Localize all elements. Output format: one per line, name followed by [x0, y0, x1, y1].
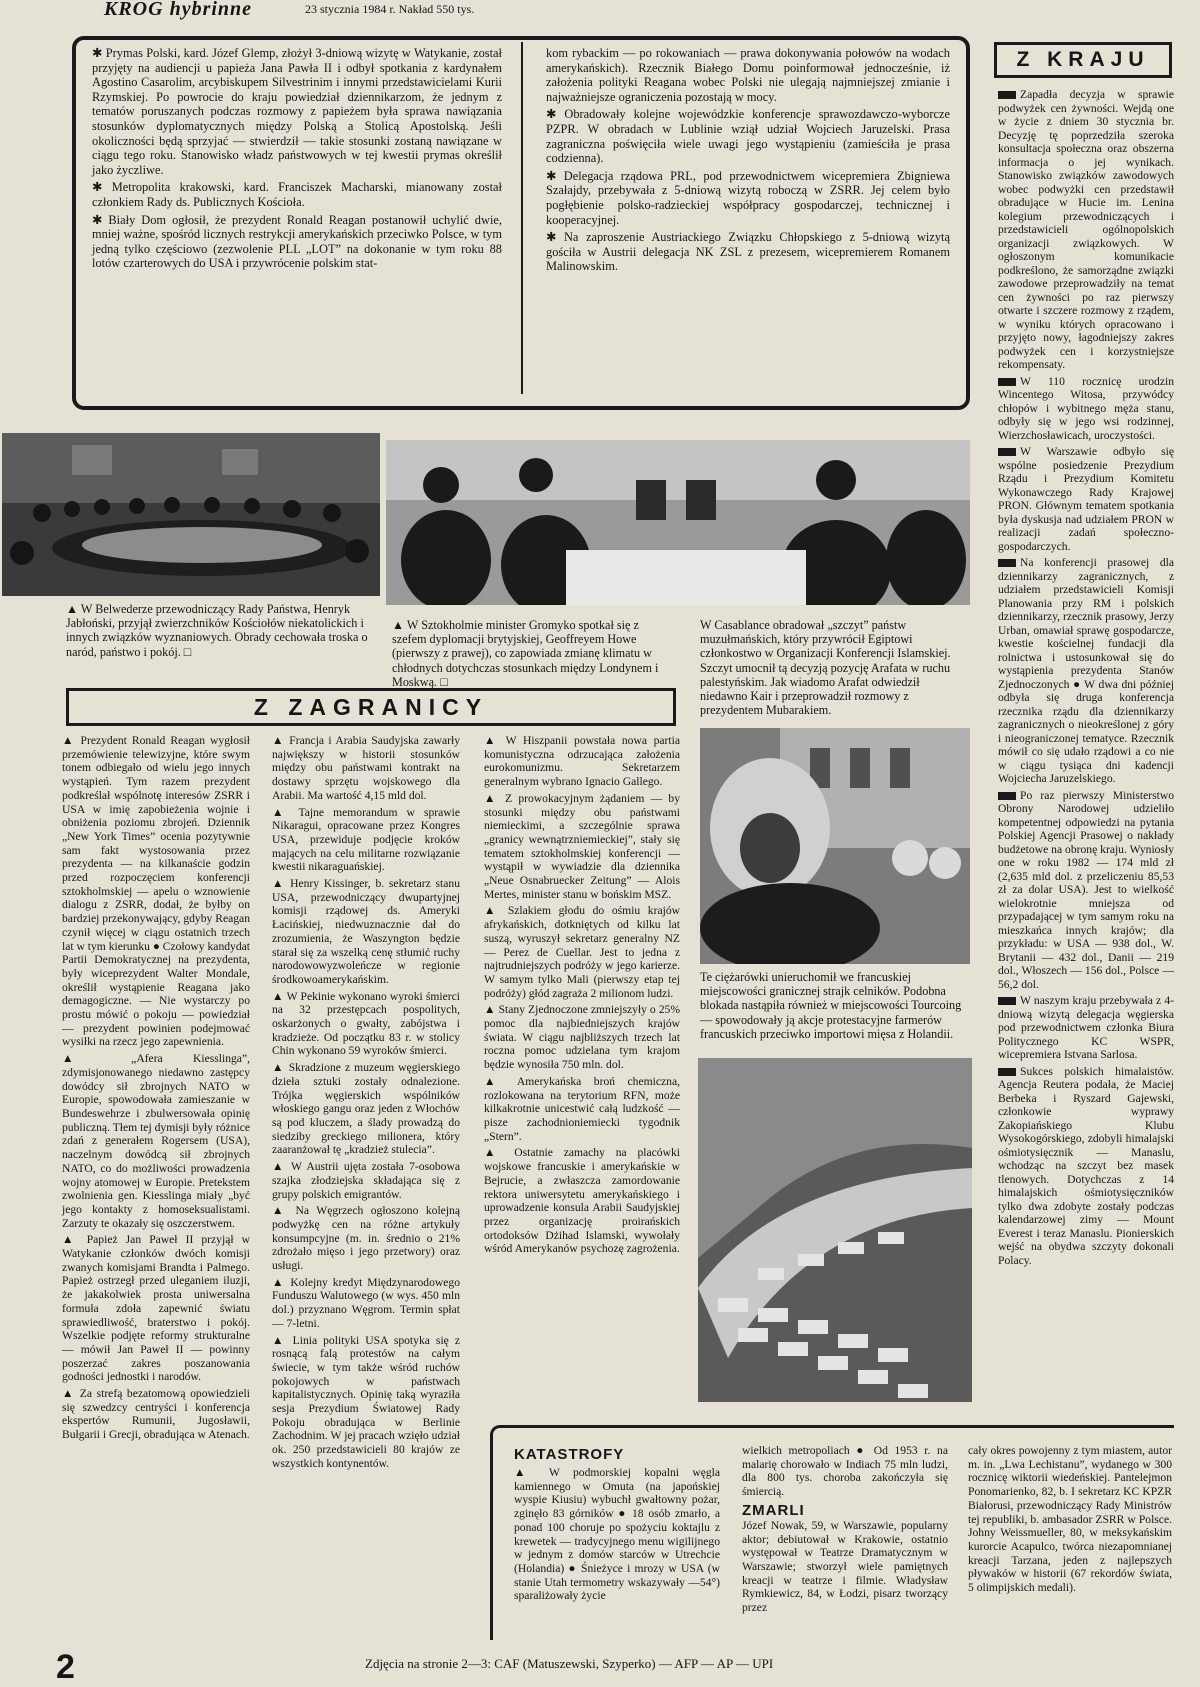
z-kraju-heading: Z KRAJU	[994, 42, 1172, 78]
zagranica-item: ▲ Papież Jan Paweł II przyjął w Watykanie członków dwóch komisji zwanych komisjami Brandta i Palmego. Papież ostrzegł przed uleganiem iluzji, że jakakolwiek prosta uniwersalna formuła zdoła zapewnić światu sprawiedliwość, braterstwo i pokój. Wszelkie podjęte reformy strukturalne — mówił Jan Paweł II — powinny poszerzać zakres poszanowania godności jednostki i narodów.	[62, 1233, 250, 1384]
page-number: 2	[56, 1648, 75, 1686]
bullet-bar	[998, 378, 1016, 386]
caption-belweder: ▲ W Belwederze przewodniczący Rady Państwa, Henryk Jabłoński, przyjął zwierzchników Kościołów niekatolickich i innych związków wyznaniowych. Obrady cechowała troska o naród, państwo i pokój. □	[66, 602, 368, 659]
top-item: ✱ Obradowały kolejne wojewódzkie konferencje sprawozdawczo-wyborcze PZPR. W obradach w Lublinie wziął udział Wojciech Jaruzelski. Prasa zagraniczna poświęciła wiele uwagi jego wystąpieniu (zamieściła je prasa codzienna).	[546, 107, 950, 166]
top-box-divider	[521, 42, 523, 394]
zagranica-item: ▲ Szlakiem głodu do ośmiu krajów afrykańskich, dotkniętych od kilku lat suszą, wyruszył sekretarz generalny NZ — Perez de Cuellar. Jest to jedna z najtrudniejszych podróży w jego karierze. W samym tylko Mali (pierwszy etap tej podróży) głód zagraża 2 milionom ludzi.	[484, 904, 680, 1000]
katastrofy-column-1	[514, 1466, 720, 1606]
top-box-right-column	[546, 46, 950, 277]
zagranica-column-1	[62, 734, 250, 1445]
katastrofy-heading: KATASTROFY	[514, 1446, 625, 1463]
top-item: ✱ Biały Dom ogłosił, że prezydent Ronald Reagan postanowił uchylić dwie, mniej ważne, spośród licznych restrykcji amerykańskich przeciwko Polsce, w tym jedną tylko częściowo (zezwolenie PLL „LOT” na dokonanie w tym roku 88 lotów czarterowych do USA i przywrócenie polskim stat-	[92, 212, 502, 271]
zagranica-item: ▲ W Austrii ujęta została 7-osobowa szajka złodziejska składająca się z grupy polskich emigrantów.	[272, 1160, 460, 1201]
top-item: ✱ Delegacja rządowa PRL, pod przewodnictwem wicepremiera Zbigniewa Szałajdy, przebywała z 5-dniową wizytą roboczą w ZSRR. Jej celem było pogłębienie polsko-radzieckiej współpracy gospodarczej, technicznej i kooperacyjnej.	[546, 168, 950, 227]
zagranica-item: ▲ W Pekinie wykonano wyroki śmierci na 32 przestępcach pospolitych, oskarżonych o gwałty, zabójstwa i kradzieże. Od początku 83 r. w stolicy Chin wykonano 59 wyroków śmierci.	[272, 989, 460, 1058]
kraj-item: Na konferencji prasowej dla dziennikarzy zagranicznych, z udziałem przedstawicieli Komisji Planowania przy RM i polskich dziennikarzy, rzecznik prasowy, Jerzy Urban, omawiał sprawę gospodarcze, kwestie kościelnej fundacji dla rolnictwa i ustosunkował się do wystąpienia prezydenta Stanów Zjednoczonych ● W dwa dni później odbyła się druga konferencja rzecznika rządu dla dziennikarzy zagranicznych o nieokreślonej z góry i nieograniczonej tematyce. Rzecznik mówił co się udało rządowi a co nie w ciągu tysiąca dni kadencji Wojciecha Jaruzelskiego.	[998, 556, 1174, 785]
zagranica-item: ▲ Za strefą bezatomową opowiedzieli się szwedzcy centryści i konferencja ekspertów Rumunii, Jugosławii, Bułgarii i Grecji, obradująca w Atenach.	[62, 1387, 250, 1442]
zagranica-column-2	[272, 734, 460, 1474]
kraj-item: W 110 rocznicę urodzin Wincentego Witosa, przywódcy chłopów i wybitnego męża stanu, odbyły się w jego wsi rodzinnej, Wierzchosławicach, uroczystości.	[998, 374, 1174, 442]
photo-arafat	[700, 728, 970, 964]
zagranica-item: ▲ Amerykańska broń chemiczna, rozlokowana na terytorium RFN, może kilkakrotnie unicestwić całą ludzkość — pisze zachodnioniemiecki tygodnik „Stern”.	[484, 1074, 680, 1143]
z-kraju-column	[998, 88, 1174, 1270]
kraj-item: Zapadła decyzja w sprawie podwyżek cen żywności. Wejdą one w życie z dniem 30 stycznia br. Decyzję tę poprzedziła szeroka konsultacja społeczna oraz obszerna informacja o jej wynikach. Stanowisko związków zawodowych wobec podwyżki cen przedstawił obradujące w Hucie im. Lenina kolegium przewodniczących i przedstawicieli ogólnopolskich organizacji związkowych. W ogłoszonym komunikacie podkreślono, że samorządne związki zawodowe przeprowadziły na temat cen żywności po raz pierwszy otwarte i szczere rozmowy z rządem, w wyniku których opracowano i przyjęto nowy, łagodniejszy zakres podwyżek cen i korzystniejsze rekompensaty.	[998, 88, 1174, 371]
bullet-bar	[998, 448, 1016, 456]
bullet-bar	[998, 997, 1016, 1005]
kraj-item: Po raz pierwszy Ministerstwo Obrony Narodowej udzieliło kompetentnej odpowiedzi na pytania Polskiej Agencji Prasowej o nakłady budżetowe na obronę kraju. Wyniosły one w roku 1982 — 174 mld zł (2,635 mld dol. z przeliczeniu 85,53 zł za dolar USA). Jest to wielkość wielokrotnie mniejsza od przypadającej w tym samym roku na mieszkańca innych krajów; dla przykładu: w USA — 938 dol., W. Brytanii — 432 dol., Danii — 219 dol., Włoszech — 156 dol., Polsce — 56,2 dol.	[998, 788, 1174, 991]
zagranica-item: ▲ Prezydent Ronald Reagan wygłosił przemówienie telewizyjne, które swym tonem odbiegało od wielu jego innych wystąpień. Tym razem prezydent podkreślał wspólnotę interesów ZSRR i USA w imię zapobieżenia wojnie i obniżenia poziomu zbrojeń. Dziennik „New York Times” ocenia pozytywnie sam fakt wystosowania przez prezydenta — na kilkanaście godzin przed rozpoczęciem konferencji sztokholmskiej — apelu o wznowienie dialogu z ZSRR, dodał, że byłby on bardziej przekonywający, gdyby Reagan czynił więcej w ciągu ostatnich trzech lat w tym kierunku ● Czołowy kandydat Partii Demokratycznej na prezydenta, były wiceprezydent Walter Mondale, określił wystąpienie Reagana jako demagogiczne. — Nie wystarczy po prostu mówić o pokoju — powiedział — prezydent powinien podejmować wysiłki na rzecz jego zapewnienia.	[62, 734, 250, 1049]
top-item: ✱ Prymas Polski, kard. Józef Glemp, złożył 3-dniową wizytę w Watykanie, został przyjęty na audiencji u papieża Jana Pawła II i odbył spotkania z kardynałem Agostino Casarolim, arcybiskupem Silvestrinim i innymi przedstawicielami Kurii Rzymskiej. Po powrocie do kraju powiedział dziennikarzom, że jednym z tematów poruszanych podczas rozmowy z papieżem była sprawa nawiązania stosunków dyplomatycznych między Polską a Stolicą Apostolską. Jeśli okoliczności będą sprzyjać — stwierdził — takie stosunki zostaną nawiązane w ciągu tego roku. Stanowisko władz państwowych w tej kwestii prymas określił jako życzliwe.	[92, 46, 502, 177]
bullet-bar	[998, 91, 1016, 99]
top-box-left-column	[92, 46, 502, 274]
bullet-bar	[998, 559, 1016, 567]
katastrofy-column-2	[742, 1444, 948, 1618]
katastrofy-text: ▲ W podmorskiej kopalni węgla kamiennego w Omuta (na japońskiej wyspie Kiusiu) wybuchł gwałtowny pożar, zginęło 83 górników ● 18 osób zmarło, a ponad 100 choruje po spożyciu koktajlu z krewetek — tradycyjnego menu wigilijnego w jednym z domów starców w Utrechcie (Holandia) ● Śnieżyce i mrozy w USA (w stanie Utah termometry wskazywały —54°) sparaliżowały życie	[514, 1466, 720, 1603]
katastrofy-column-3	[968, 1444, 1172, 1598]
top-item: kom rybackim — po rokowaniach — prawa dokonywania połowów na wodach amerykańskich). Rzecznik Białego Domu poinformował jednocześnie, iż założenia polityki Reagana wobec Polski nie ulegają najmniejszej zmianie i najważniejsze ograniczenia pozostają w mocy.	[546, 46, 950, 104]
photo-sztokholm	[386, 440, 970, 605]
zagranica-item: ▲ Z prowokacyjnym żądaniem — by stosunki między obu państwami niemieckimi, a szczególnie sprawa „granicy wewnątrzniemieckiej”, stały się tematem sztokholmskiej konferencji — wystąpił w wywiadzie dla dziennika „Neue Osnabruecker Zeitung” — Alois Mertes, minister stanu w bońskim MSZ.	[484, 791, 680, 901]
top-item: ✱ Na zaproszenie Austriackiego Związku Chłopskiego z 5-dniową wizytą gościła w Austrii delegacja NK ZSL z prezesem, wicepremierem Romanem Malinowskim.	[546, 230, 950, 274]
zagranica-item: ▲ „Afera Kiesslinga”, zdymisjonowanego niedawno zastępcy dowódcy sił zbrojnych NATO w Europie, spowodowała zamieszanie w Bundeswehrze i zbulwersowała opinię publiczną. Tłem tej dymisji były różnice zdań z generałem Rogersem (USA), naczelnym dowódcą sił zbrojnych NATO, co do możliwości prowadzenia wojny atomowej w Europie. Pretekstem zwolnienia gen. Kiesslinga miały „być jego kontakty z homoseksualistami. Zarzuty te okazały się oszczerstwem.	[62, 1052, 250, 1230]
zagranica-column-3	[484, 734, 680, 1259]
zagranica-item: ▲ W Hiszpanii powstała nowa partia komunistyczna odrzucająca założenia eurokomunizmu. Sekretarzem generalnym wybrano Ignacio Gallego.	[484, 734, 680, 789]
zmarli-text: cały okres powojenny z tym miastem, autor m. in. „Lwa Lechistanu”, wydanego w 300 rocznicę wiktorii wiedeńskiej. Pantelejmon Ponomarienko, 82, b. I sekretarz KC KPZR Białorusi, przewodniczący Rady Ministrów tej republiki, b. ambasador ZSRR w Polsce. Johny Weissmueller, 80, w meksykańskim kurorcie Acapulco, twórca niezapomnianej kreacji Tarzana, jeden z najlepszych pływaków w historii (67 rekordów świata, 5 olimpijskich medali).	[968, 1444, 1172, 1595]
caption-sztokholm: ▲ W Sztokholmie minister Gromyko spotkał się z szefem dyplomacji brytyjskiej, Geoffreyem Howe (pierwszy z prawej), co zapowiada zmianę klimatu w chłodnych dotychczas stosunkach między Londynem i Moskwą. □	[392, 618, 659, 689]
zagranica-item: ▲ Henry Kissinger, b. sekretarz stanu USA, przewodniczący dwupartyjnej komisji rządowej ds. Ameryki Łacińskiej, niedwuznacznie dał do zrozumienia, że Waszyngton będzie starał się za wszelką cenę stłumić ruchy narodowowyzwoleńcze w regionie środkowoamerykańskim.	[272, 877, 460, 986]
zagranica-item: ▲ Francja i Arabia Saudyjska zawarły największy w historii stosunków między obu państwami kontrakt na dostawy sprzętu wojskowego dla Arabii. Ma wartość 4,15 mld dol.	[272, 734, 460, 802]
zagranica-item: ▲ Tajne memorandum w sprawie Nikaragui, opracowane przez Kongres USA, przewiduje podjęcie kroków mających na celu militarne rozwiązanie kwestii nikaraguańskiej.	[272, 805, 460, 874]
z-zagranicy-heading: Z ZAGRANICY	[66, 688, 676, 726]
photo-belweder	[2, 433, 380, 596]
zagranica-item: ▲ Na Węgrzech ogłoszono kolejną podwyżkę cen na różne artykuły konsumpcyjne (m. in. średnio o 21% zdrożało mięso i jego przetwory) oraz usługi.	[272, 1204, 460, 1273]
zagranica-item: ▲ Skradzione z muzeum węgierskiego dzieła sztuki zostały odnalezione. Trójka węgierskich wspólników włoskiego gangu oraz jeden z Włochów są pod kluczem, a ślady prowadzą do siedziby greckiego milionera, który zaaranżował tę „kradzież stulecia”.	[272, 1061, 460, 1157]
bullet-bar	[998, 1068, 1016, 1076]
bullet-bar	[998, 792, 1016, 800]
caption-ciezarowki: Te ciężarówki unieruchomił we francuskiej miejscowości granicznej strajk celników. Podobna blokada nastąpiła również w miejscowości Tourcoing — spowodowały ją akcje protestacyjne farmerów francuskich przeciwko importowi mięsa z Holandii.	[700, 970, 962, 1041]
caption-casablanca: W Casablance obradował „szczyt” państw muzułmańskich, który przywrócił Egiptowi członkostwo w Organizacji Konferencji Islamskiej. Szczyt umocnił tą decyzją pozycję Arafata w ruchu palestyńskim. Jak wiadomo Arafat odwiedził niedawno Kair i przeprowadził rozmowy z prezydentem Mubarakiem.	[700, 618, 951, 718]
photo-trucks	[698, 1058, 972, 1402]
top-item: ✱ Metropolita krakowski, kard. Franciszek Macharski, mianowany został członkiem Rady ds. Publicznych Kościoła.	[92, 180, 502, 209]
zagranica-item: ▲ Kolejny kredyt Międzynarodowego Funduszu Walutowego (w wys. 450 mln dol.) przyznano Węgrom. Termin spłat — 7-letni.	[272, 1275, 460, 1330]
zmarli-heading: ZMARLI	[742, 1501, 805, 1519]
masthead: KROG hybrinne	[104, 0, 253, 20]
kraj-item: W Warszawie odbyło się wspólne posiedzenie Prezydium Rządu i Prezydium Komitetu Wykonawczego Rady Krajowej PRON. Głównym tematem spotkania była dyskusja nad udziałem PRON w realizacji zadań społeczno-gospodarczych.	[998, 445, 1174, 553]
zagranica-item: ▲ Linia polityki USA spotyka się z rosnącą falą protestów na całym świecie, w tym także wśród ruchów pokojowych w państwach kapitalistycznych. Opinię taką wyraziła sesja Prezydium Światowej Rady Pokoju obradująca w Berlinie Zachodnim. W jej pracach wzięło udział ok. 250 przedstawicieli 80 krajów ze wszystkich kontynentów.	[272, 1333, 460, 1470]
katastrofy-text: wielkich metropoliach ● Od 1953 r. na malarię chorowało w Indiach 75 mln ludzi, dla 800 tys. choroba zakończyła się śmiercią.	[742, 1444, 948, 1499]
issue-info: 23 stycznia 1984 r. Nakład 550 tys.	[305, 2, 475, 16]
zagranica-item: ▲ Ostatnie zamachy na placówki wojskowe francuskie i amerykańskie w Bejrucie, a zwłaszcza zamordowanie rektora uniwersytetu amerykańskiego i uprowadzenie konsula Arabii Saudyjskiej przez organizację proirańskich ortodoksów Dżihad Islamski, wywołały wśród Amerykanów psychozę zagrożenia.	[484, 1146, 680, 1256]
zmarli-text: Józef Nowak, 59, w Warszawie, popularny aktor; debiutował w Krakowie, ostatnio występował w Teatrze Dramatycznym w Warszawie; stworzył wiele pamiętnych kreacji w teatrze i filmie. Władysław Rymkiewicz, 84, w Łodzi, pisarz tworzący przez	[742, 1518, 948, 1615]
kraj-item: Sukces polskich himalaistów. Agencja Reutera podała, że Maciej Berbeka i Ryszard Gajewski, członkowie wyprawy Zakopiańskiego Klubu Wysokogórskiego, zdobyli himalajski ośmiotysięcznik — Manaslu, wchodząc na szczyt bez masek tlenowych. Dotychczas z 14 himalajskich ośmiotysięczników tylko dwa zdobyte zostały podczas kalendarzowej zimy — Mount Everest i teraz Manaslu. Pionierskich wejść na obydwa szczyty dokonali Polacy.	[998, 1064, 1174, 1267]
zagranica-item: ▲ Stany Zjednoczone zmniejszyły o 25% pomoc dla najbiedniejszych krajów świata. W ciągu najbliższych trzech lat roczna pomoc udzielana tym krajom będzie wynosiła 750 mln. dol.	[484, 1003, 680, 1072]
kraj-item: W naszym kraju przebywała z 4-dniową wizytą delegacja węgierska pod przewodnictwem członka Biura Politycznego KC WSPR, wicepremiera Istvana Sarlosa.	[998, 994, 1174, 1061]
photo-credits: Zdjęcia na stronie 2—3: CAF (Matuszewski, Szyperko) — AFP — AP — UPI	[365, 1656, 774, 1671]
